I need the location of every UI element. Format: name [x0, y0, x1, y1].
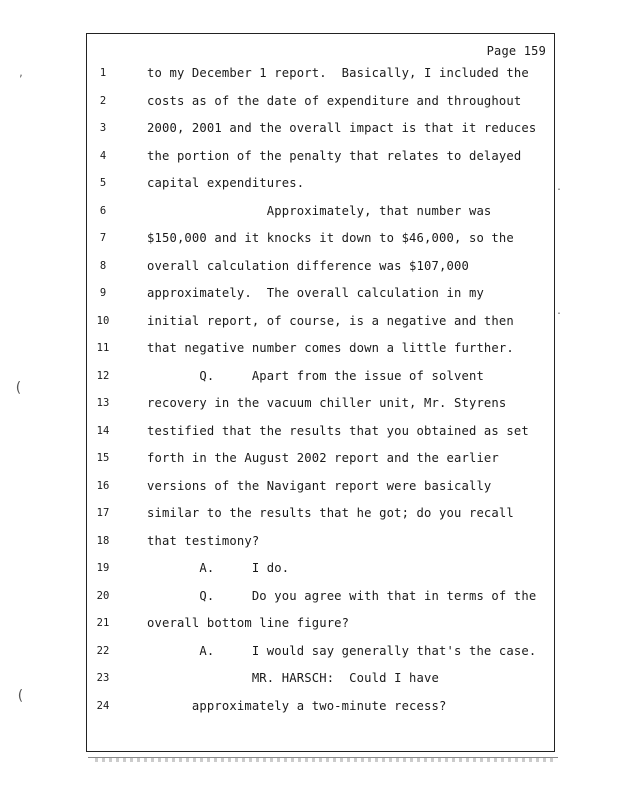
transcript-line: the portion of the penalty that relates to delayed — [147, 148, 522, 163]
transcript-line: Q. Apart from the issue of solvent — [147, 368, 484, 383]
line-number: 20 — [96, 589, 110, 602]
transcript-line: forth in the August 2002 report and the earlier — [147, 451, 499, 465]
line-number: 1 — [99, 67, 107, 79]
transcript-line: Approximately, that number was — [147, 203, 492, 218]
transcript-line: 2000, 2001 and the overall impact is that it reduces — [147, 121, 537, 135]
transcript-line: recovery in the vacuum chiller unit, Mr. Styrens — [147, 396, 507, 410]
line-number: 19 — [96, 562, 110, 574]
line-number: 15 — [96, 452, 110, 464]
transcript-line: testified that the results that you obtained as set — [147, 423, 529, 438]
transcript-line: A. I would say generally that's the case. — [147, 643, 537, 658]
line-number: 6 — [99, 204, 107, 217]
line-number: 11 — [96, 342, 110, 354]
line-number: 7 — [99, 232, 107, 244]
transcript-line: similar to the results that he got; do you recall — [147, 506, 514, 520]
margin-tick: , — [18, 68, 25, 79]
transcript-line: overall bottom line figure? — [147, 616, 350, 630]
line-number: 23 — [96, 672, 110, 684]
transcript-line: that negative number comes down a little further. — [147, 341, 514, 355]
transcript-line: initial report, of course, is a negative and then — [147, 313, 514, 328]
line-number: 24 — [96, 699, 110, 712]
line-number: 17 — [96, 507, 110, 519]
transcript-line: costs as of the date of expenditure and throughout — [147, 93, 522, 108]
line-number: 18 — [96, 534, 110, 547]
transcript-line: approximately a two-minute recess? — [147, 698, 447, 713]
transcript-line: MR. HARSCH: Could I have — [147, 671, 440, 685]
line-number: 21 — [96, 617, 110, 629]
transcript-line: Q. Do you agree with that in terms of the — [147, 588, 537, 603]
line-number: 5 — [99, 177, 107, 189]
transcript-line: to my December 1 report. Basically, I included the — [147, 66, 529, 80]
transcript-line: A. I do. — [147, 561, 290, 575]
line-number: 13 — [96, 397, 110, 409]
line-number: 10 — [96, 314, 110, 327]
footer-marks — [95, 758, 555, 762]
line-number: 9 — [99, 287, 107, 299]
line-number: 2 — [99, 94, 107, 107]
transcript-line: capital expenditures. — [147, 176, 305, 190]
transcript-line: $150,000 and it knocks it down to $46,000, so the — [147, 231, 514, 245]
transcript-line: overall calculation difference was $107,000 — [147, 258, 469, 273]
transcript-line: that testimony? — [147, 533, 260, 548]
line-number: 3 — [99, 122, 107, 134]
line-number: 14 — [96, 424, 110, 437]
line-number: 8 — [99, 259, 107, 272]
page-number: Page 159 — [486, 44, 546, 58]
transcript-line: versions of the Navigant report were basically — [147, 478, 492, 493]
line-number: 22 — [96, 644, 110, 657]
line-number: 16 — [96, 479, 110, 492]
margin-mark: ( — [16, 688, 25, 704]
line-number: 4 — [99, 149, 107, 162]
transcript-line: approximately. The overall calculation in my — [147, 286, 484, 300]
margin-tick: . — [556, 182, 563, 193]
line-number: 12 — [96, 369, 110, 382]
margin-tick: . — [556, 306, 563, 317]
margin-mark: ( — [14, 380, 23, 396]
